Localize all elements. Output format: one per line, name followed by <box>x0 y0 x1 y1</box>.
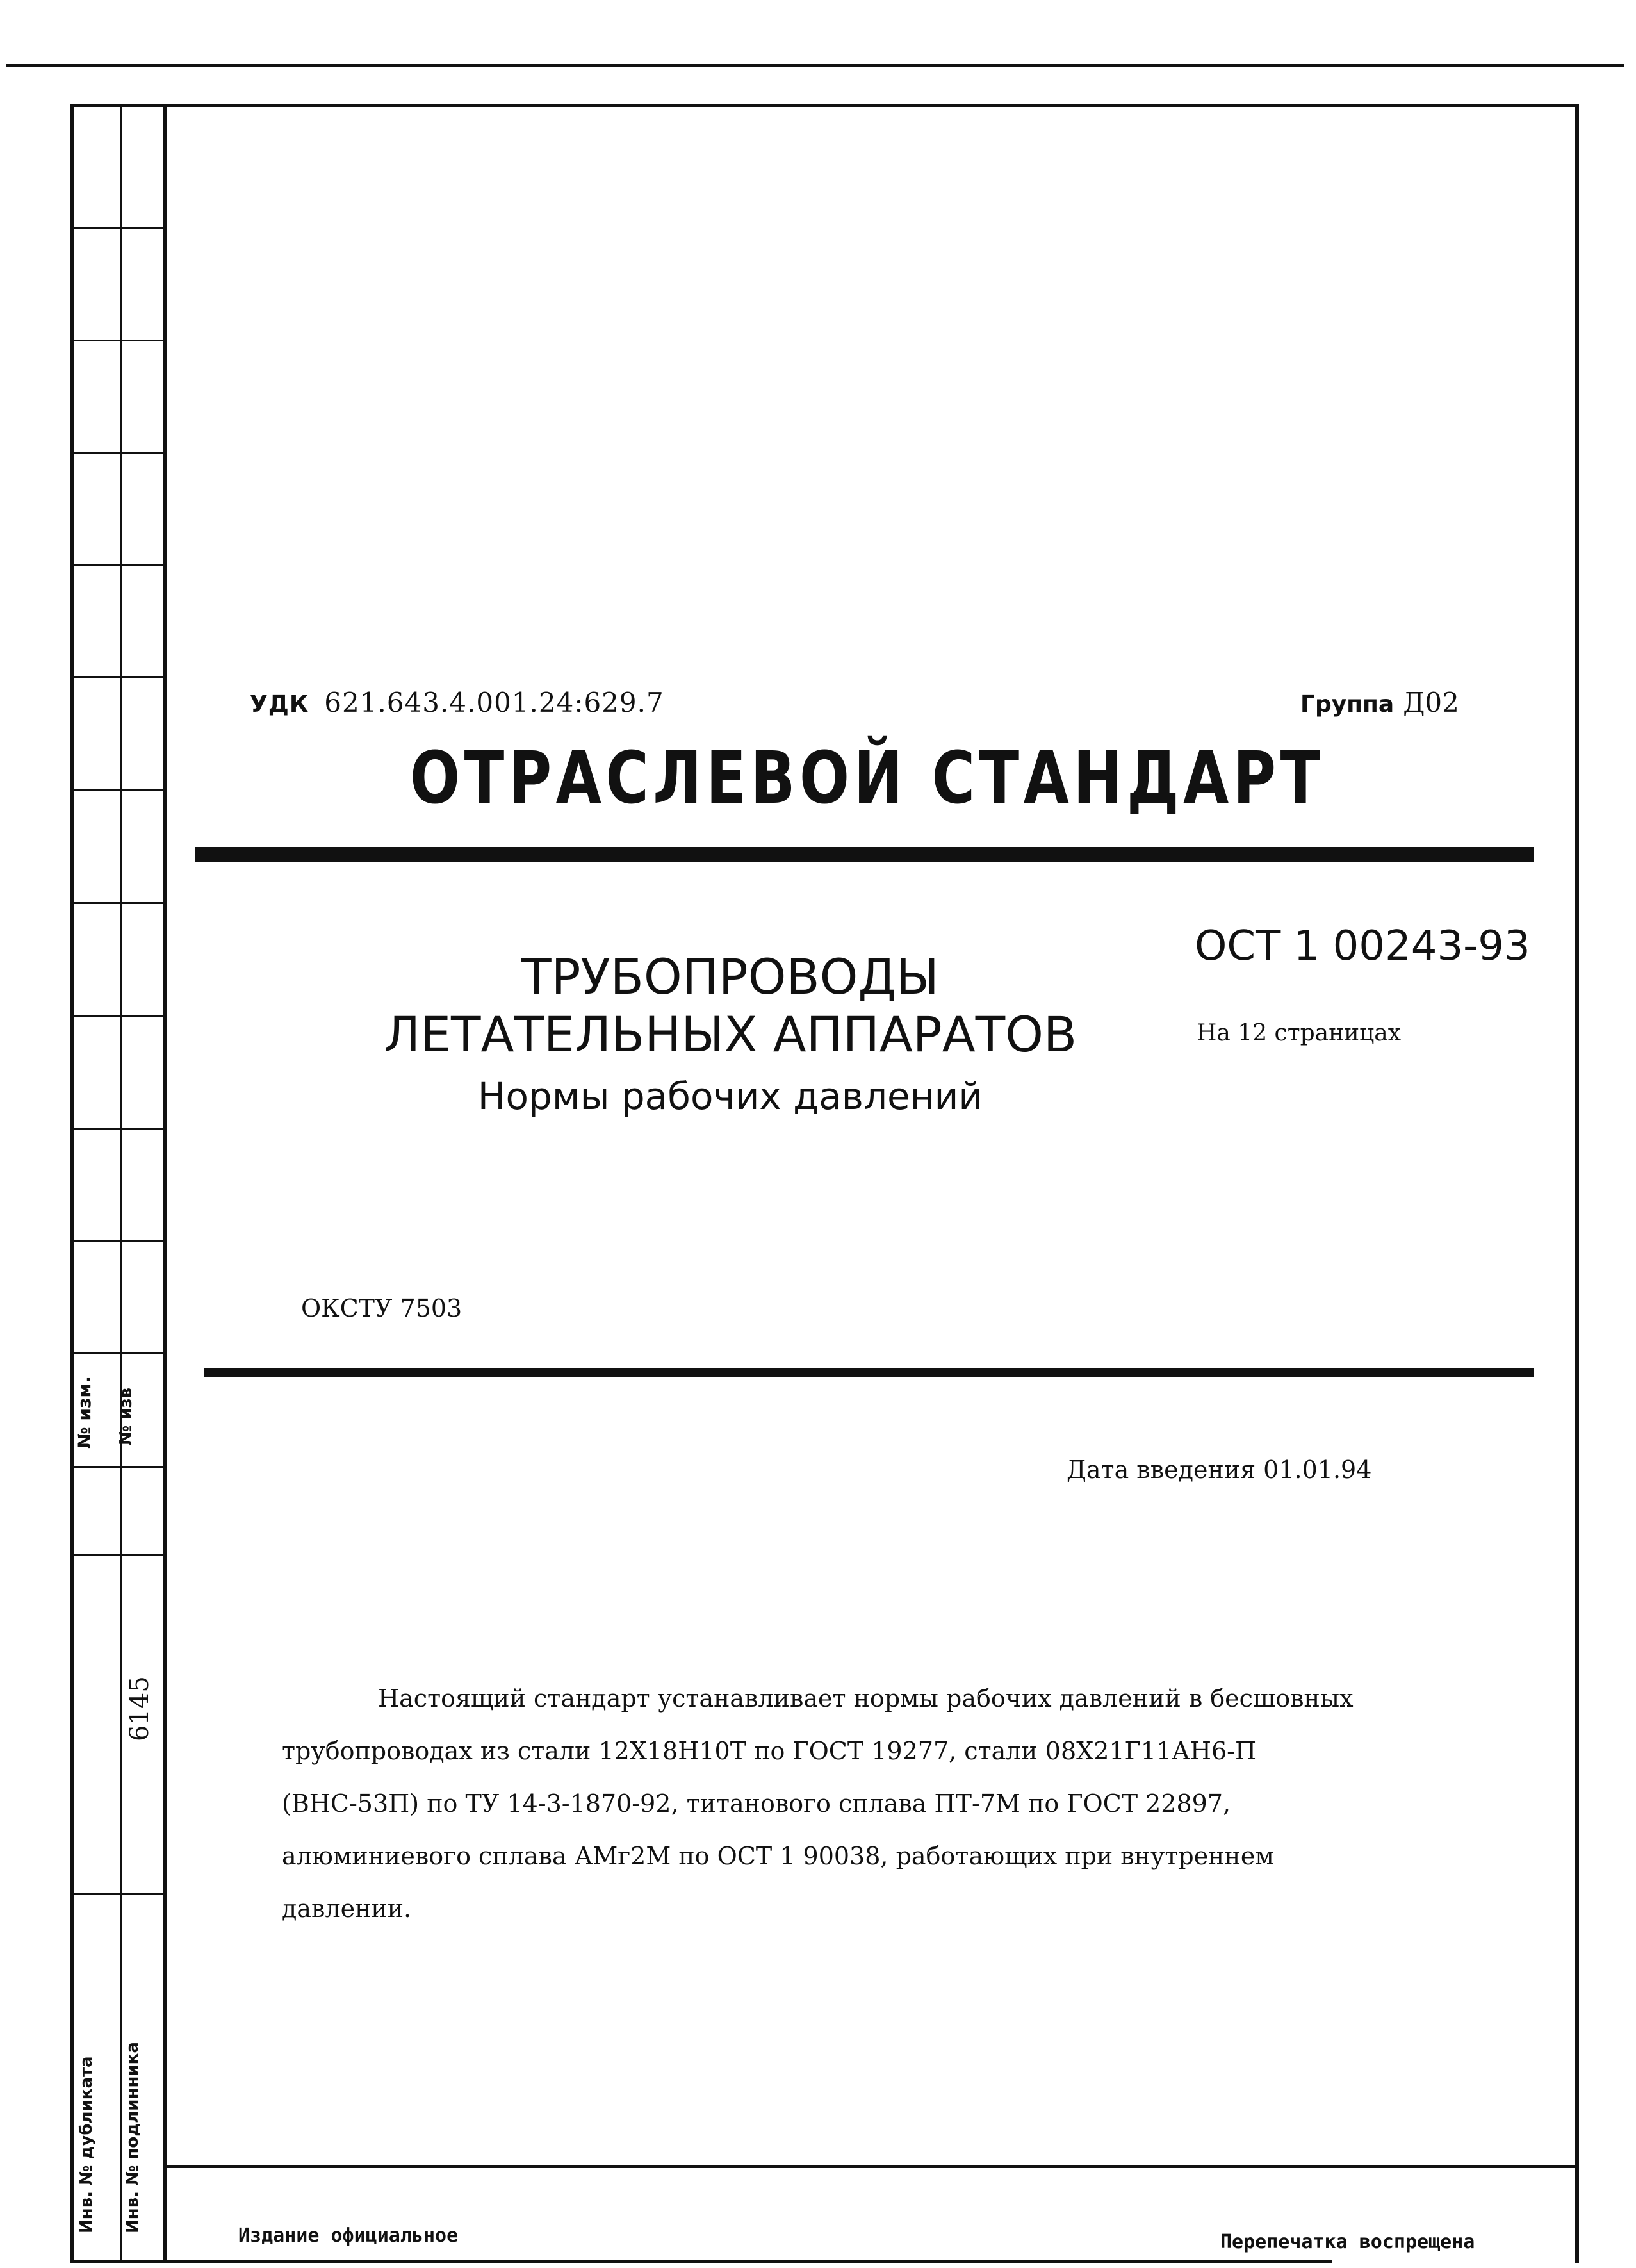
margin-grid-line <box>70 902 167 904</box>
frame-top-border <box>70 104 1579 107</box>
margin-column-right-border <box>163 104 167 2263</box>
margin-grid-line <box>70 1554 167 1556</box>
margin-grid-line <box>70 1240 167 1242</box>
reprint-prohibited-label: Перепечатка воспрещена <box>1220 2231 1475 2253</box>
group-code <box>1300 687 1459 718</box>
margin-grid-line <box>70 1352 167 1354</box>
margin-grid-line <box>70 789 167 791</box>
standard-type-heading: ОТРАСЛЕВОЙ СТАНДАРТ <box>410 737 1325 820</box>
margin-grid-line <box>70 1015 167 1017</box>
section-rule <box>204 1368 1534 1377</box>
margin-grid-line <box>70 340 167 341</box>
notice-number-label: № изв <box>117 1387 136 1445</box>
margin-grid-line <box>70 564 167 566</box>
title-line-1: ТРУБОПРОВОДЫ <box>521 948 939 1005</box>
page-top-edge <box>6 64 1624 67</box>
introduction-date: Дата введения 01.01.94 <box>1067 1456 1372 1484</box>
frame-right-border <box>1575 104 1579 2263</box>
original-inventory-number: 6145 <box>125 1676 154 1741</box>
scope-paragraph <box>282 1672 1499 1935</box>
group-label: Группа <box>1300 691 1395 718</box>
paragraph-line: трубопроводах из стали 12Х18Н10Т по ГОСТ 19277, стали 08Х21Г11АН6-П <box>282 1737 1257 1765</box>
margin-column-divider <box>120 104 122 2263</box>
margin-grid-line <box>70 1128 167 1130</box>
footer-rule <box>167 2165 1579 2168</box>
margin-grid-line <box>70 227 167 229</box>
official-edition-label: Издание официальное <box>238 2224 459 2247</box>
duplicate-inventory-label: Инв. № дубликата <box>77 2056 96 2233</box>
original-inventory-label: Инв. № подлинника <box>123 2042 142 2233</box>
paragraph-line: (ВНС-53П) по ТУ 14-3-1870-92, титанового сплава ПТ-7М по ГОСТ 22897, <box>282 1789 1231 1818</box>
margin-grid-line <box>70 1893 167 1895</box>
group-value: Д02 <box>1403 687 1459 718</box>
title-line-2: ЛЕТАТЕЛЬНЫХ АППАРАТОВ <box>383 1006 1077 1063</box>
udk-value: 621.643.4.001.24:629.7 <box>324 687 664 718</box>
change-number-label: № изм. <box>74 1376 95 1449</box>
paragraph-line: давлении. <box>282 1894 412 1923</box>
paragraph-line: алюминиевого сплава АМг2М по ОСТ 1 90038, работающих при внутреннем <box>282 1842 1274 1870</box>
okstu-code: ОКСТУ 7503 <box>301 1294 462 1322</box>
page-count: На 12 страницах <box>1197 1020 1402 1046</box>
udk-code <box>250 687 664 718</box>
margin-grid-line <box>70 1466 167 1468</box>
title-subtitle: Нормы рабочих давлений <box>477 1074 983 1118</box>
standard-designation: ОСТ 1 00243-93 <box>1195 923 1530 970</box>
document-title <box>275 948 1185 1125</box>
margin-grid-line <box>70 676 167 678</box>
frame-bottom-border <box>70 2260 1332 2263</box>
paragraph-line: Настоящий стандарт устанавливает нормы рабочих давлений в бесшовных <box>378 1684 1354 1713</box>
margin-grid-line <box>70 452 167 454</box>
udk-label: УДК <box>250 691 309 718</box>
margin-column-left-border <box>70 104 74 2263</box>
heading-rule <box>195 847 1534 862</box>
